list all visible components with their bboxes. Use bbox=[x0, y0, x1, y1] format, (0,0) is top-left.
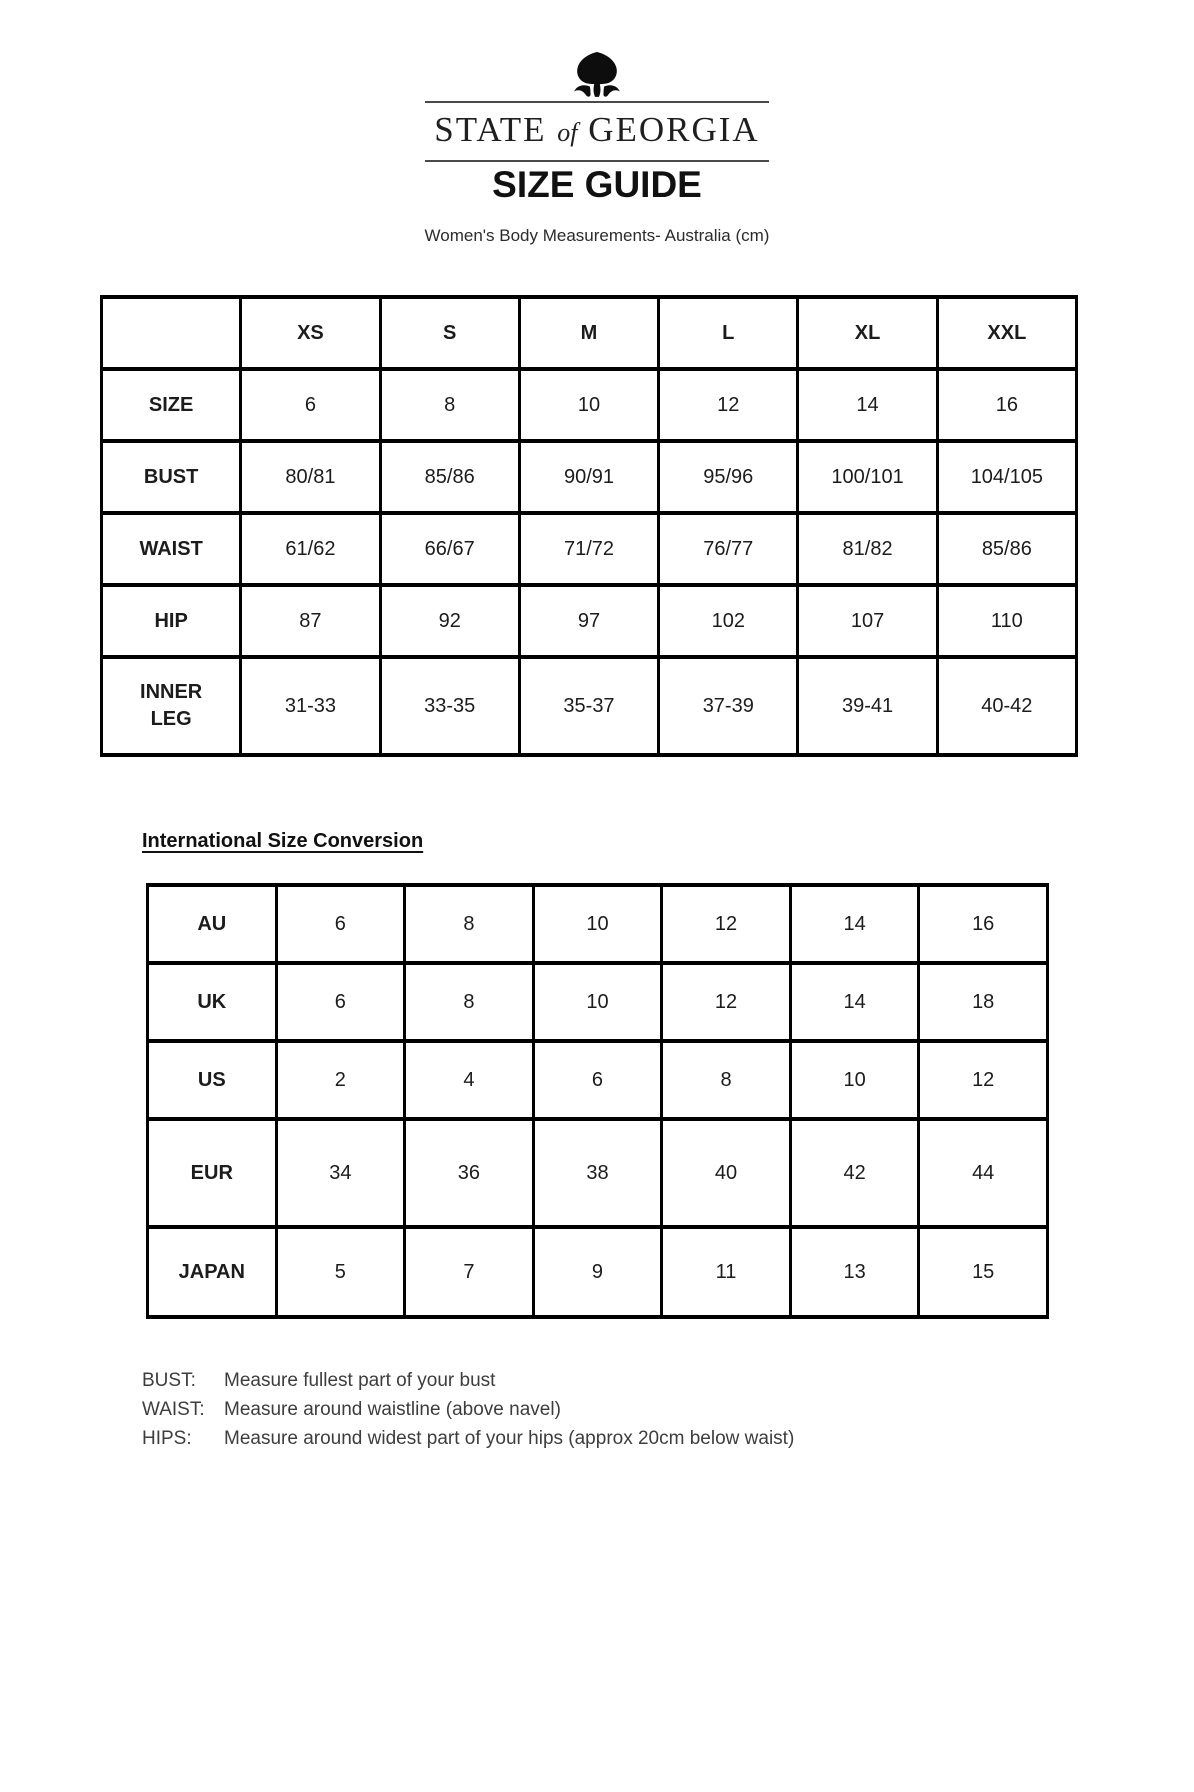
row-label-cell bbox=[148, 963, 277, 1041]
oak-tree-icon bbox=[568, 52, 626, 104]
value-cell-text: 37-39 bbox=[702, 694, 754, 717]
value-cell-text: 95/96 bbox=[703, 465, 754, 488]
value-cell bbox=[662, 963, 791, 1041]
value-cell bbox=[937, 369, 1076, 441]
table-row bbox=[148, 1227, 1048, 1317]
value-cell bbox=[798, 369, 937, 441]
value-cell-text: 85/86 bbox=[981, 537, 1032, 560]
value-cell bbox=[790, 1227, 919, 1317]
table-row bbox=[102, 369, 1077, 441]
value-cell-text: 14 bbox=[856, 393, 879, 416]
value-cell bbox=[937, 585, 1076, 657]
value-cell bbox=[919, 1119, 1048, 1227]
value-cell bbox=[662, 885, 791, 963]
value-cell bbox=[798, 585, 937, 657]
value-cell bbox=[405, 1227, 534, 1317]
value-cell bbox=[659, 369, 798, 441]
value-cell bbox=[241, 369, 380, 441]
value-cell-text: 90/91 bbox=[563, 465, 615, 488]
column-header bbox=[519, 297, 658, 369]
value-cell bbox=[919, 885, 1048, 963]
value-cell bbox=[241, 441, 380, 513]
value-cell bbox=[380, 513, 519, 585]
value-cell bbox=[937, 441, 1076, 513]
value-cell-text: 12 bbox=[972, 1068, 995, 1091]
corner-cell bbox=[102, 297, 241, 369]
value-cell-text: 85/86 bbox=[424, 465, 475, 488]
row-label-cell-text: JAPAN bbox=[178, 1260, 245, 1283]
value-cell bbox=[405, 885, 534, 963]
value-cell-text: 36 bbox=[457, 1161, 481, 1184]
value-cell-text: 4 bbox=[463, 1068, 475, 1091]
value-cell-text: 61/62 bbox=[285, 537, 336, 560]
value-cell bbox=[919, 1041, 1048, 1119]
column-header-text: L bbox=[722, 321, 735, 344]
value-cell bbox=[241, 657, 380, 755]
column-header-text: XS bbox=[297, 321, 324, 344]
brand-name bbox=[425, 103, 769, 160]
value-cell-text: 10 bbox=[577, 393, 601, 416]
value-cell bbox=[380, 657, 519, 755]
value-cell-text: 40 bbox=[714, 1161, 738, 1184]
value-cell-text: 107 bbox=[850, 609, 885, 632]
measuring-notes bbox=[142, 1366, 794, 1453]
value-cell-text: 5 bbox=[334, 1260, 346, 1283]
value-cell bbox=[659, 657, 798, 755]
row-label-cell-text: EUR bbox=[190, 1161, 233, 1184]
column-header-text: XL bbox=[854, 321, 881, 344]
conversion-heading: International Size Conversion bbox=[142, 830, 424, 852]
value-cell bbox=[790, 963, 919, 1041]
value-cell bbox=[937, 513, 1076, 585]
row-label-cell-text: UK bbox=[197, 990, 227, 1013]
value-cell bbox=[519, 369, 658, 441]
value-cell-text: 18 bbox=[972, 990, 995, 1013]
note-waist-text: Measure around waistline (above navel) bbox=[224, 1399, 561, 1420]
value-cell-text: 12 bbox=[717, 393, 740, 416]
column-header-text: S bbox=[443, 321, 457, 344]
brand-name-of: of bbox=[557, 118, 578, 147]
brand-name-georgia: GEORGIA bbox=[588, 110, 760, 149]
value-cell bbox=[798, 441, 937, 513]
value-cell bbox=[919, 963, 1048, 1041]
note-hips-text: Measure around widest part of your hips (approx 20cm below waist) bbox=[224, 1428, 795, 1449]
column-header bbox=[937, 297, 1076, 369]
table-row bbox=[148, 1041, 1048, 1119]
value-cell bbox=[380, 369, 519, 441]
conversion-table bbox=[146, 883, 1049, 1319]
value-cell-text: 35-37 bbox=[563, 694, 615, 717]
page-subtitle: Women's Body Measurements- Australia (cm) bbox=[424, 226, 770, 245]
column-header bbox=[659, 297, 798, 369]
value-cell-text: 66/67 bbox=[424, 537, 475, 560]
row-label-cell bbox=[102, 369, 241, 441]
value-cell-text: 2 bbox=[334, 1068, 346, 1091]
value-cell-text: 71/72 bbox=[563, 537, 615, 560]
value-cell bbox=[241, 585, 380, 657]
column-header-text: M bbox=[580, 321, 598, 344]
value-cell-text: 14 bbox=[843, 990, 866, 1013]
row-label-cell bbox=[148, 1119, 277, 1227]
value-cell-text: 8 bbox=[720, 1068, 732, 1091]
value-cell-text: 13 bbox=[843, 1260, 866, 1283]
row-label-cell-text: BUST bbox=[143, 465, 199, 488]
note-bust bbox=[142, 1366, 794, 1395]
value-cell-text: 9 bbox=[591, 1260, 604, 1283]
value-cell-text: 40-42 bbox=[981, 694, 1033, 717]
value-cell-text: 15 bbox=[972, 1260, 995, 1283]
value-cell-text: 76/77 bbox=[703, 537, 754, 560]
value-cell bbox=[919, 1227, 1048, 1317]
value-cell bbox=[659, 585, 798, 657]
note-waist bbox=[142, 1395, 794, 1424]
note-bust-label: BUST: bbox=[142, 1370, 196, 1391]
value-cell-text: 6 bbox=[304, 393, 316, 416]
value-cell-text: 12 bbox=[714, 990, 738, 1013]
row-label-cell-text: AU bbox=[197, 912, 227, 935]
page-title: SIZE GUIDE bbox=[492, 164, 702, 205]
value-cell bbox=[276, 1119, 405, 1227]
value-cell-text: 14 bbox=[843, 912, 866, 935]
value-cell bbox=[533, 1119, 662, 1227]
row-label-cell-text: WAIST bbox=[139, 537, 203, 560]
value-cell-text: 10 bbox=[586, 912, 609, 935]
table-row bbox=[102, 513, 1077, 585]
value-cell bbox=[533, 1041, 662, 1119]
value-cell-text: 92 bbox=[438, 609, 461, 632]
table-row bbox=[102, 657, 1077, 755]
value-cell-text: 11 bbox=[715, 1260, 737, 1283]
value-cell bbox=[519, 513, 658, 585]
value-cell bbox=[241, 513, 380, 585]
value-cell bbox=[662, 1041, 791, 1119]
measurements-table bbox=[100, 295, 1078, 757]
value-cell-text: 10 bbox=[586, 990, 609, 1013]
value-cell-text: 44 bbox=[972, 1161, 995, 1184]
value-cell bbox=[380, 441, 519, 513]
value-cell-text: 80/81 bbox=[285, 465, 336, 488]
value-cell-text: 6 bbox=[334, 912, 346, 935]
value-cell bbox=[659, 513, 798, 585]
value-cell-text: 34 bbox=[329, 1161, 352, 1184]
value-cell bbox=[937, 657, 1076, 755]
table-row bbox=[148, 1119, 1048, 1227]
logo-bottom-rule bbox=[425, 160, 769, 162]
value-cell-text: 8 bbox=[463, 912, 475, 935]
value-cell bbox=[533, 885, 662, 963]
note-hips bbox=[142, 1424, 794, 1453]
value-cell-text: 16 bbox=[972, 912, 995, 935]
note-hips-label: HIPS: bbox=[142, 1428, 192, 1449]
value-cell-text: 8 bbox=[463, 990, 475, 1013]
row-label-cell-text: US bbox=[197, 1068, 226, 1091]
brand-name-state: STATE bbox=[434, 110, 547, 149]
value-cell bbox=[276, 1041, 405, 1119]
value-cell-text: 110 bbox=[990, 609, 1023, 632]
value-cell bbox=[380, 585, 519, 657]
value-cell bbox=[790, 1119, 919, 1227]
value-cell-text: 33-35 bbox=[424, 694, 476, 717]
value-cell-text: 10 bbox=[843, 1068, 866, 1091]
value-cell bbox=[659, 441, 798, 513]
value-cell bbox=[519, 657, 658, 755]
table-row bbox=[148, 885, 1048, 963]
value-cell-text: 12 bbox=[714, 912, 738, 935]
row-label-cell-text: HIP bbox=[154, 609, 188, 632]
row-label-cell-text: SIZE bbox=[148, 393, 194, 416]
brand-logo bbox=[425, 52, 769, 162]
table-row bbox=[148, 963, 1048, 1041]
row-label-cell bbox=[102, 441, 241, 513]
column-header bbox=[380, 297, 519, 369]
value-cell bbox=[533, 1227, 662, 1317]
value-cell bbox=[276, 1227, 405, 1317]
note-bust-text: Measure fullest part of your bust bbox=[224, 1370, 496, 1391]
value-cell-text: 31-33 bbox=[284, 694, 336, 717]
header-row bbox=[102, 297, 1077, 369]
value-cell bbox=[662, 1227, 791, 1317]
row-label-cell bbox=[148, 885, 277, 963]
column-header-text: XXL bbox=[987, 321, 1027, 344]
value-cell bbox=[798, 513, 937, 585]
value-cell-text: 100/101 bbox=[831, 465, 904, 488]
value-cell bbox=[405, 1041, 534, 1119]
value-cell bbox=[662, 1119, 791, 1227]
value-cell-text: 6 bbox=[334, 990, 346, 1013]
value-cell bbox=[790, 1041, 919, 1119]
value-cell bbox=[519, 585, 658, 657]
row-label-cell bbox=[102, 657, 241, 755]
value-cell bbox=[790, 885, 919, 963]
value-cell-text: 104/105 bbox=[970, 465, 1043, 488]
value-cell-text: 6 bbox=[591, 1068, 604, 1091]
value-cell bbox=[276, 885, 405, 963]
row-label-cell bbox=[148, 1227, 277, 1317]
row-label-cell-text: INNER LEG bbox=[140, 681, 203, 730]
row-label-cell bbox=[148, 1041, 277, 1119]
value-cell bbox=[405, 1119, 534, 1227]
value-cell bbox=[276, 963, 405, 1041]
row-label-cell bbox=[102, 513, 241, 585]
column-header bbox=[798, 297, 937, 369]
value-cell-text: 81/82 bbox=[842, 537, 893, 560]
value-cell-text: 7 bbox=[463, 1260, 475, 1283]
note-waist-label: WAIST: bbox=[142, 1399, 205, 1420]
column-header bbox=[241, 297, 380, 369]
value-cell-text: 16 bbox=[995, 393, 1018, 416]
value-cell bbox=[533, 963, 662, 1041]
value-cell-text: 39-41 bbox=[841, 694, 894, 717]
value-cell-text: 8 bbox=[444, 393, 456, 416]
value-cell-text: 38 bbox=[586, 1161, 609, 1184]
value-cell bbox=[798, 657, 937, 755]
value-cell bbox=[405, 963, 534, 1041]
table-row bbox=[102, 441, 1077, 513]
value-cell-text: 97 bbox=[577, 609, 601, 632]
row-label-cell bbox=[102, 585, 241, 657]
value-cell-text: 102 bbox=[711, 609, 745, 632]
value-cell-text: 87 bbox=[299, 609, 322, 632]
value-cell bbox=[519, 441, 658, 513]
table-row bbox=[102, 585, 1077, 657]
value-cell-text: 42 bbox=[843, 1161, 866, 1184]
